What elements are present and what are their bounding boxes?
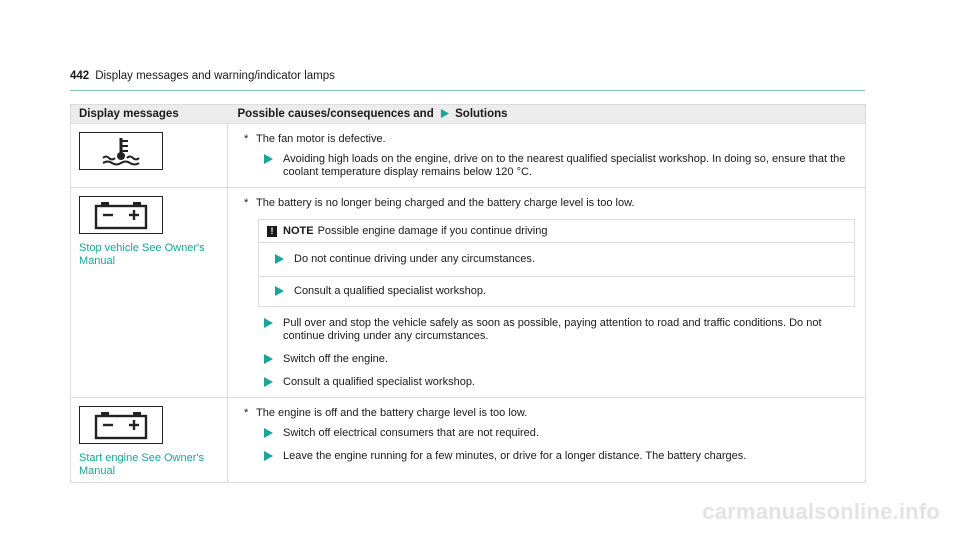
arrow-right-icon (263, 377, 273, 387)
table-row (71, 124, 866, 188)
table-row (71, 398, 866, 483)
owners-manual-link[interactable]: Start engine See Owner's Manual (79, 452, 205, 477)
bullet-star: * (244, 407, 249, 419)
step-text: Do not continue driving under any circumstances. (294, 253, 535, 265)
table-header-row (71, 105, 866, 124)
display-frame (79, 196, 163, 234)
solution-step (263, 427, 855, 440)
step-text: Consult a qualified specialist workshop. (283, 376, 475, 388)
arrow-right-icon (263, 451, 273, 461)
arrow-right-icon (263, 318, 273, 328)
watermark-logo: carmanualsonline.info (702, 499, 940, 524)
step-text: Consult a qualified specialist workshop. (294, 285, 486, 297)
note-body (259, 253, 854, 306)
step-text: Switch off electrical consumers that are not required. (283, 427, 539, 439)
cause-line (244, 133, 855, 145)
arrow-right-icon (263, 154, 273, 164)
bullet-star: * (244, 133, 249, 145)
col-header-solutions-text: Solutions (455, 108, 508, 120)
display-frame (79, 406, 163, 444)
col-header-causes (228, 105, 866, 124)
note-header (259, 220, 854, 243)
display-frame (79, 132, 163, 170)
step-text: Avoiding high loads on the engine, drive on to the nearest qualified specialist workshop. In doing so, ensure that the coolant temperature display remains below 120 °C. (283, 153, 846, 178)
header-title: Display messages and warning/indicator lamps (95, 70, 335, 82)
note-step (259, 276, 854, 298)
note-text: Possible engine damage if you continue driving (317, 225, 548, 237)
arrow-right-icon (274, 286, 284, 296)
solution-step (263, 376, 855, 389)
col-header-display-messages: Display messages (71, 105, 228, 124)
arrow-right-icon (440, 109, 449, 118)
solution-step (263, 353, 855, 366)
causes-cell (228, 124, 866, 188)
display-cell (71, 188, 228, 398)
arrow-right-icon (274, 254, 284, 264)
cause-text: The engine is off and the battery charge level is too low. (256, 407, 528, 419)
col-header-causes-text: Possible causes/consequences and (237, 108, 434, 120)
step-text: Leave the engine running for a few minutes, or drive for a longer distance. The battery charges. (283, 450, 747, 462)
solution-step (263, 450, 855, 463)
page-header (70, 70, 865, 91)
cause-text: The fan motor is defective. (256, 133, 386, 145)
arrow-right-icon (263, 428, 273, 438)
solution-step (263, 153, 855, 179)
cause-line (244, 407, 855, 419)
warning-exclamation-icon: ! (267, 226, 277, 237)
note-label: NOTE (283, 225, 314, 237)
solution-step (263, 317, 855, 343)
causes-cell (228, 188, 866, 398)
coolant-temperature-icon (99, 136, 143, 166)
page-number: 442 (70, 70, 90, 82)
bullet-star: * (244, 197, 249, 209)
battery-icon (93, 410, 149, 440)
display-cell (71, 124, 228, 188)
step-text: Switch off the engine. (283, 353, 388, 365)
note-step (274, 253, 854, 266)
arrow-right-icon (263, 354, 273, 364)
owners-manual-link[interactable]: Stop vehicle See Owner's Manual (79, 242, 205, 267)
causes-cell (228, 398, 866, 483)
display-cell (71, 398, 228, 483)
cause-text: The battery is no longer being charged and the battery charge level is too low. (256, 197, 635, 209)
display-messages-table (70, 104, 866, 483)
cause-line (244, 197, 855, 209)
note-box (258, 219, 855, 307)
battery-icon (93, 200, 149, 230)
step-text: Pull over and stop the vehicle safely as soon as possible, paying attention to road and traffic conditions. Do not continue driving under any circumstances. (283, 317, 822, 342)
table-row (71, 188, 866, 398)
